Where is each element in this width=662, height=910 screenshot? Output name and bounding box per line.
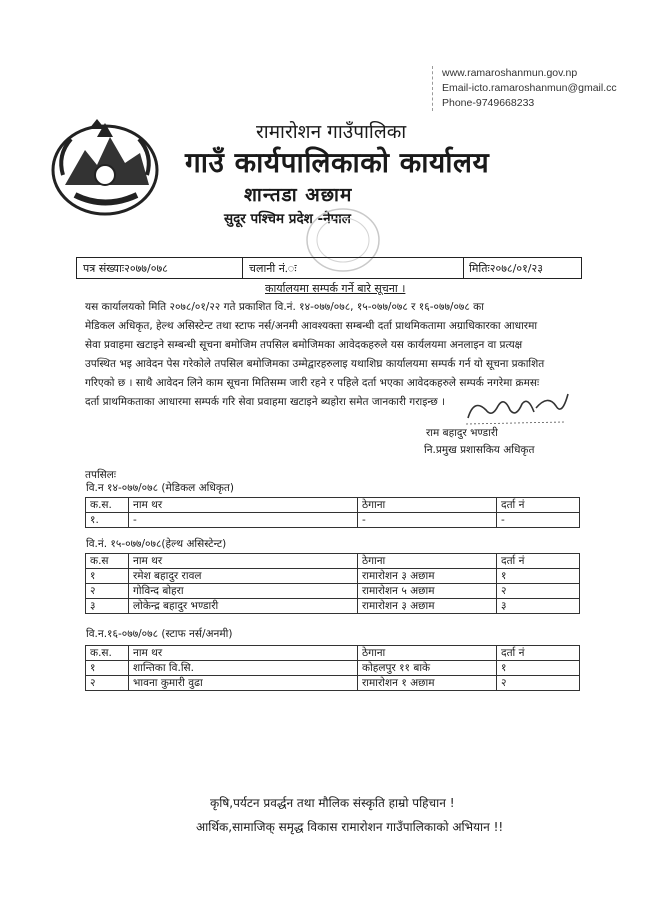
table-cell: ३ xyxy=(86,599,129,614)
footer-slogan-2: आर्थिक,सामाजिक् समृद्ध विकास रामारोशन गाउँपालिकाको अभियान !! xyxy=(196,820,504,834)
body-line: दर्ता प्राथमिकताका आधारमा सम्पर्क गरि सेवा प्रवाहमा खटाइने ब्यहोरा समेत जानकारी गराइन्छ । xyxy=(85,396,446,408)
table-row xyxy=(86,513,580,528)
table-cell: - xyxy=(358,513,497,528)
table-cell: लोकेन्द्र बहादुर भण्डारी xyxy=(129,599,358,614)
table-cell: २ xyxy=(86,676,129,691)
notice-subject: कार्यालयमा सम्पर्क गर्ने बारे सूचना । xyxy=(265,282,406,295)
table-cell: रामारोशन ३ अछाम xyxy=(358,599,497,614)
table-cell: शान्तिका वि.सि. xyxy=(129,661,358,676)
body-line: मेडिकल अधिकृत, हेल्थ असिस्टेन्ट तथा स्टाफ नर्स/अनमी आवश्यक्ता सम्बन्धी दर्ता प्राथमिकतामा अग्राधिकारका आधारमा xyxy=(85,320,538,332)
body-line: गरिएको छ । साथै आवेदन लिने काम सूचना मितिसम्म जारी रहने र पहिले दर्ता भएका आवेदकहरुले सम्पर्क नगरेमा क्रमसः xyxy=(85,377,540,389)
table-row xyxy=(86,661,580,676)
signature-icon xyxy=(464,388,572,428)
province-text: सुदूर पश्चिम प्रदेश -नेपाल xyxy=(224,211,351,227)
header-cell: नाम थर xyxy=(129,498,358,513)
body-line: यस कार्यालयको मिति २०७८/०१/२२ गते प्रकाशित वि.नं. १४-०७७/०७८, १५-०७७/०७८ र १६-०७७/०७८ का xyxy=(85,301,484,313)
table-cell: २ xyxy=(497,676,580,691)
signatory-name: राम बहादुर भण्डारी xyxy=(426,427,498,439)
contact-block xyxy=(432,66,662,111)
table-cell: - xyxy=(497,513,580,528)
table-cell: ३ xyxy=(497,599,580,614)
table-row xyxy=(86,584,580,599)
table-cell: २ xyxy=(86,584,129,599)
table-header-row xyxy=(86,646,580,661)
municipality-name: रामारोशन गाउँपालिका xyxy=(256,121,407,143)
table-header-row xyxy=(86,498,580,513)
table-cell: २ xyxy=(497,584,580,599)
details-label: तपसिलः xyxy=(85,469,117,481)
office-location: शान्तडा अछाम xyxy=(244,184,353,206)
table-row xyxy=(86,599,580,614)
table-row xyxy=(86,676,580,691)
table-cell: भावना कुमारी वुढा xyxy=(129,676,358,691)
section-title: वि.न.१६-०७७/०७८ (स्टाफ नर्स/अनमी) xyxy=(86,628,233,640)
body-line: सेवा प्रवाहमा खटाइने सम्बन्धी सूचना बमोजिम तपसिल बमोजिमका आवेदकहरुले यस कार्यलयमा अनलाइन वा प्रत्यक्ष xyxy=(85,339,523,351)
header-cell: क.स xyxy=(86,554,129,569)
table-cell: रामारोशन ३ अछाम xyxy=(358,569,497,584)
header-cell: ठेगाना xyxy=(358,646,497,661)
candidate-table xyxy=(85,497,580,528)
nepal-emblem-icon xyxy=(45,115,165,220)
header-cell: क.स. xyxy=(86,498,129,513)
email-text: Email-icto.ramaroshanmun@gmail.cc xyxy=(442,82,617,94)
table-cell: १. xyxy=(86,513,129,528)
table-cell: कोहलपुर ११ बाके xyxy=(358,661,497,676)
section-title: वि.नं. १५-०७७/०७८(हेल्थ असिस्टेन्ट) xyxy=(86,538,227,550)
office-title: गाउँ कार्यपालिकाको कार्यालय xyxy=(185,146,490,179)
footer-slogan-1: कृषि,पर्यटन प्रवर्द्धन तथा मौलिक संस्कृति हाम्रो पहिचान ! xyxy=(210,796,455,810)
table-cell: १ xyxy=(497,569,580,584)
table-cell: १ xyxy=(86,569,129,584)
header-cell: दर्ता नं xyxy=(497,646,580,661)
header-cell: दर्ता नं xyxy=(497,498,580,513)
body-line: उपस्थित भइ आवेदन पेस गरेकोले तपसिल बमोजिमका उम्मेद्वारहरुलाइ यथाशिघ्र कार्यालयमा सम्पर्क गर्न यो सूचना प्रकाशित xyxy=(85,358,545,370)
table-cell: रामारोशन १ अछाम xyxy=(358,676,497,691)
table-cell: रामारोशन ५ अछाम xyxy=(358,584,497,599)
table-row xyxy=(86,569,580,584)
header-cell: नाम थर xyxy=(129,554,358,569)
reference-box xyxy=(76,257,582,279)
signatory-title: नि.प्रमुख प्रशासकिय अधिकृत xyxy=(424,444,535,456)
section-title: वि.न १४-०७७/०७८ (मेडिकल अधिकृत) xyxy=(86,482,234,494)
table-cell: १ xyxy=(497,661,580,676)
header-cell: ठेगाना xyxy=(358,554,497,569)
phone-text: Phone-9749668233 xyxy=(442,97,535,109)
header-cell: ठेगाना xyxy=(358,498,497,513)
candidate-table xyxy=(85,553,580,614)
letter-number: पत्र संख्याः२०७७/०७८ xyxy=(83,262,168,275)
table-cell: रमेश बहादुर रावल xyxy=(129,569,358,584)
table-cell: - xyxy=(129,513,358,528)
table-cell: १ xyxy=(86,661,129,676)
header-cell: नाम थर xyxy=(129,646,358,661)
header-cell: दर्ता नं xyxy=(497,554,580,569)
table-header-row xyxy=(86,554,580,569)
dispatch-number: चलानी नं.ः xyxy=(249,262,297,275)
letter-date: मितिः२०७८/०१/२३ xyxy=(469,262,543,275)
header-cell: क.स. xyxy=(86,646,129,661)
table-cell: गोविन्द बोहरा xyxy=(129,584,358,599)
website-text: www.ramaroshanmun.gov.np xyxy=(442,67,578,79)
candidate-table xyxy=(85,645,580,691)
